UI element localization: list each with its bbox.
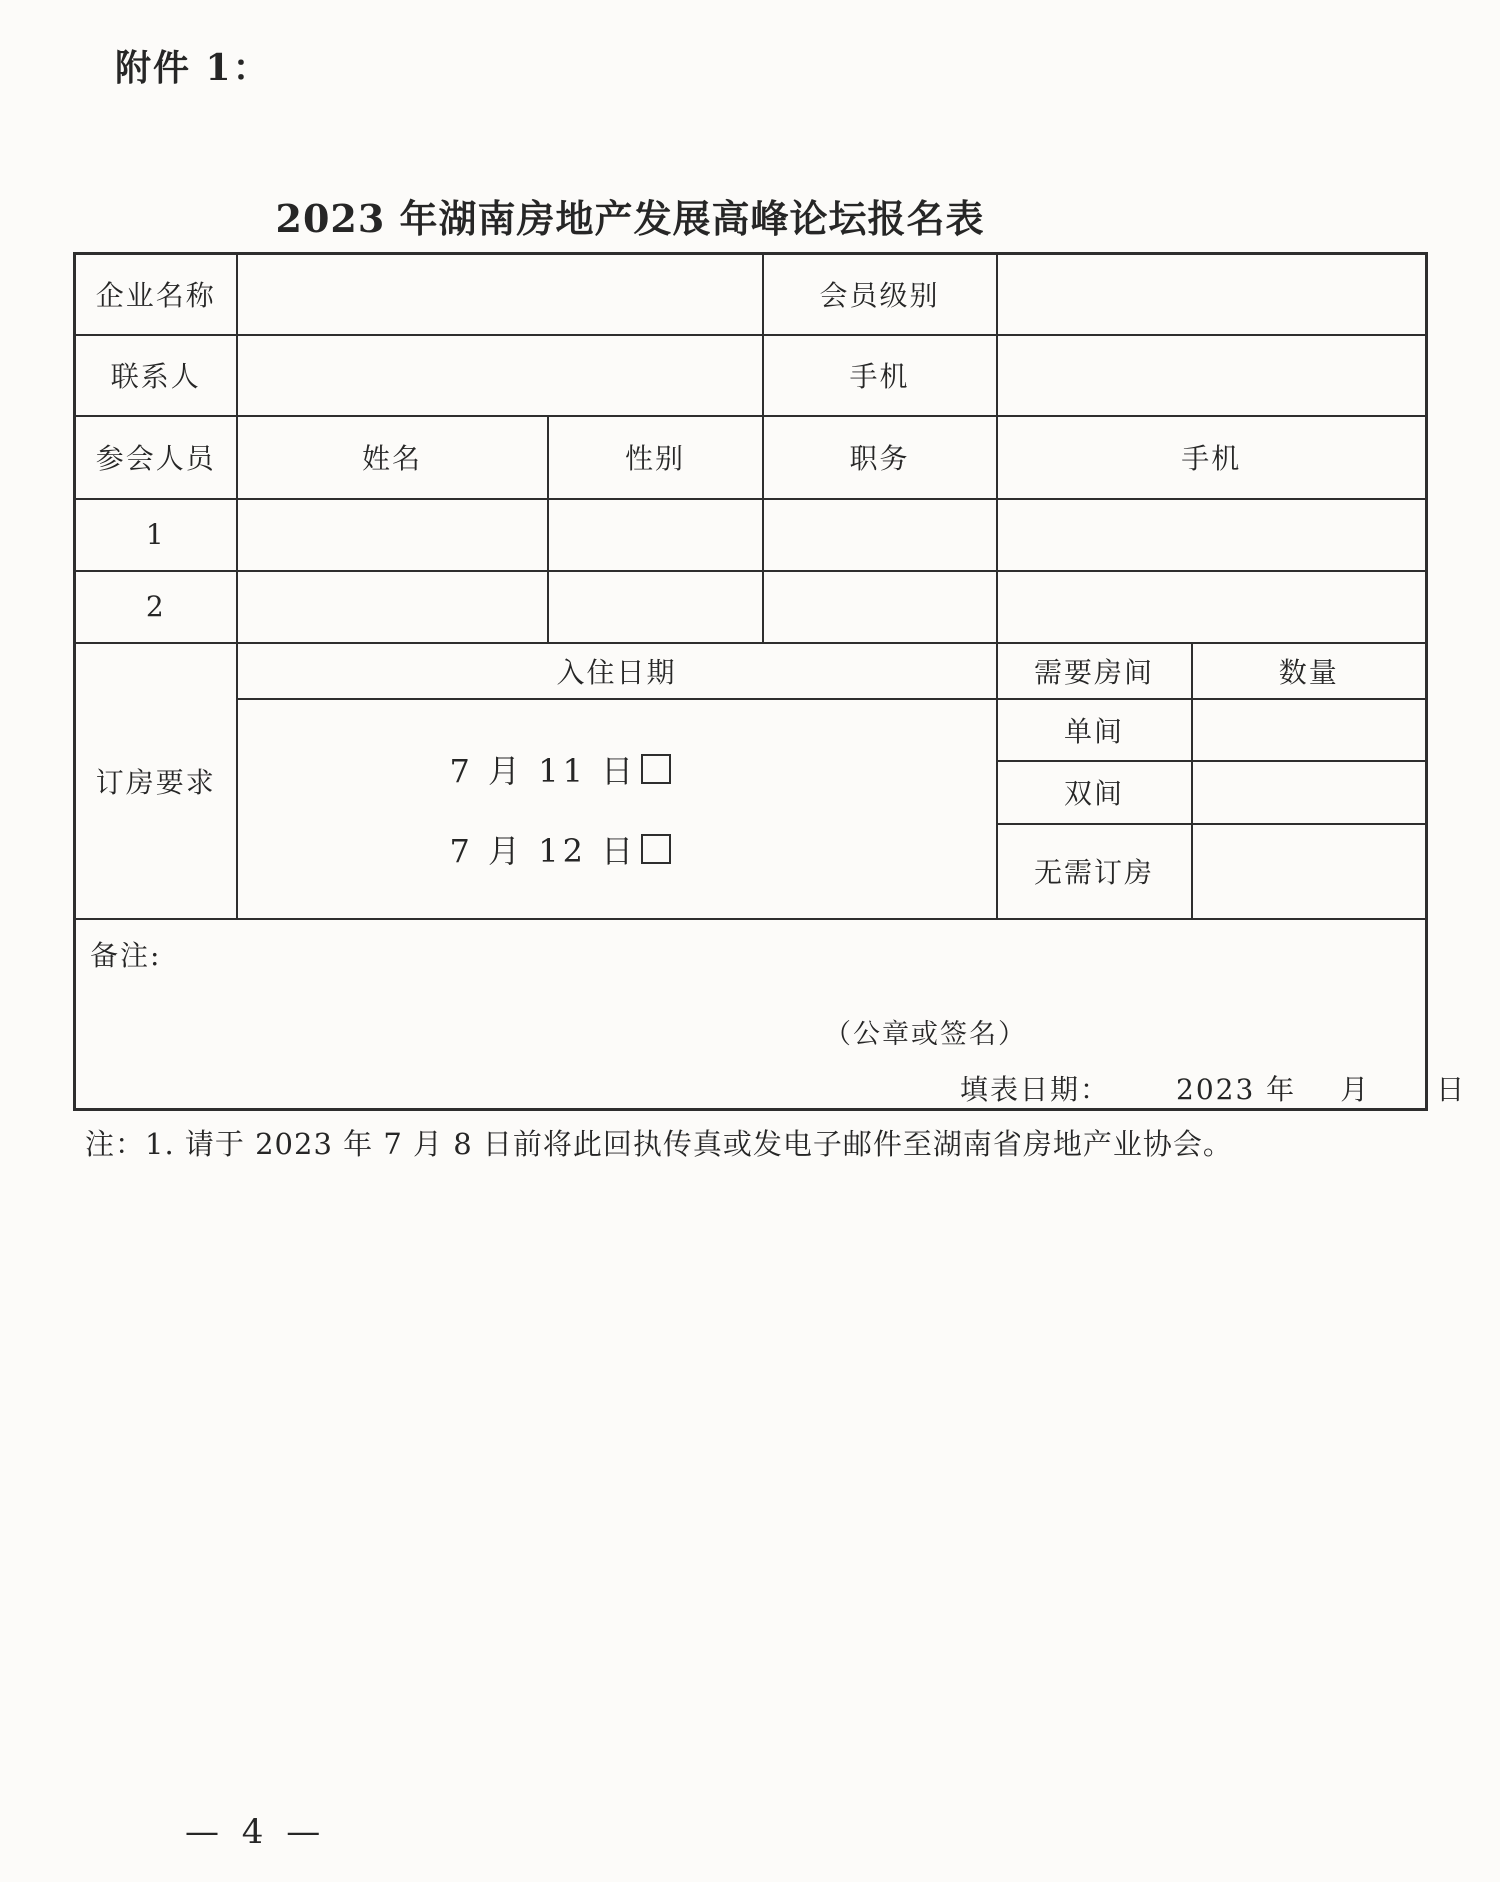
contact-mobile-label: 手机 xyxy=(763,335,997,416)
table-row xyxy=(75,335,1427,416)
contact-person-label: 联系人 xyxy=(75,335,237,416)
booking-request-label: 订房要求 xyxy=(75,643,237,919)
attachment-label: 附件 1： xyxy=(115,47,271,89)
membership-level-input-cell[interactable] xyxy=(997,254,1427,335)
room-qty-input-cell[interactable] xyxy=(1192,761,1427,824)
registration-table xyxy=(73,252,1467,1111)
attendee-row-number: 1 xyxy=(75,499,237,571)
checkin-option-label: 7 月 12 日 xyxy=(449,831,638,870)
attendee-mobile-input-cell[interactable] xyxy=(997,571,1427,643)
remarks-label: 备注: xyxy=(90,938,162,972)
fill-date-year: 2023 年 xyxy=(1176,1072,1297,1106)
contact-person-input-cell[interactable] xyxy=(237,335,763,416)
checkin-option-jul-11 xyxy=(450,729,996,809)
attendee-position-input-cell[interactable] xyxy=(763,571,997,643)
page-number: — 4 — xyxy=(185,1812,327,1852)
company-name-input-cell[interactable] xyxy=(237,254,763,335)
attendee-name-header: 姓名 xyxy=(237,416,548,499)
room-qty-input-cell[interactable] xyxy=(1192,824,1427,919)
attendee-group-header: 参会人员 xyxy=(75,416,237,499)
attendee-header-row xyxy=(75,416,1427,499)
attendee-gender-input-cell[interactable] xyxy=(548,499,763,571)
table-row xyxy=(75,254,1427,335)
checkbox-icon[interactable] xyxy=(641,834,671,864)
contact-mobile-input-cell[interactable] xyxy=(997,335,1427,416)
checkbox-icon[interactable] xyxy=(641,754,671,784)
membership-level-label: 会员级别 xyxy=(763,254,997,335)
attendee-position-header: 职务 xyxy=(763,416,997,499)
signature-hint: （公章或签名） xyxy=(824,1018,1027,1050)
room-row xyxy=(75,699,1427,761)
remarks-row xyxy=(75,919,1427,1110)
fill-date-line xyxy=(960,1068,1466,1108)
attendee-mobile-header: 手机 xyxy=(997,416,1427,499)
attendee-gender-input-cell[interactable] xyxy=(548,571,763,643)
attendee-position-input-cell[interactable] xyxy=(763,499,997,571)
fill-date-day: 日 xyxy=(1436,1072,1467,1106)
room-type-header: 需要房间 xyxy=(997,643,1192,699)
footnote: 注：1. 请于 2023 年 7 月 8 日前将此回执传真或发电子邮件至湖南省房地产业协会。 xyxy=(85,1127,1233,1161)
attendee-mobile-input-cell[interactable] xyxy=(997,499,1427,571)
fill-date-month: 月 xyxy=(1340,1072,1371,1106)
remarks-cell[interactable] xyxy=(75,919,1467,1110)
room-type-label: 单间 xyxy=(997,699,1192,761)
attendee-row xyxy=(75,571,1427,643)
page-title: 2023 年湖南房地产发展高峰论坛报名表 xyxy=(275,196,985,241)
room-type-label: 无需订房 xyxy=(997,824,1192,919)
attendee-row-number: 2 xyxy=(75,571,237,643)
room-qty-header: 数量 xyxy=(1192,643,1427,699)
checkin-options-cell xyxy=(237,699,997,919)
checkin-option-jul-12 xyxy=(450,809,996,889)
attendee-row xyxy=(75,499,1427,571)
company-name-label: 企业名称 xyxy=(75,254,237,335)
fill-date-label: 填表日期： xyxy=(960,1072,1111,1106)
room-type-label: 双间 xyxy=(997,761,1192,824)
room-qty-input-cell[interactable] xyxy=(1192,699,1427,761)
attendee-name-input-cell[interactable] xyxy=(237,499,548,571)
attendee-gender-header: 性别 xyxy=(548,416,763,499)
booking-header-row xyxy=(75,643,1427,699)
attendee-name-input-cell[interactable] xyxy=(237,571,548,643)
checkin-date-header: 入住日期 xyxy=(237,643,997,699)
checkin-option-label: 7 月 11 日 xyxy=(449,751,638,790)
